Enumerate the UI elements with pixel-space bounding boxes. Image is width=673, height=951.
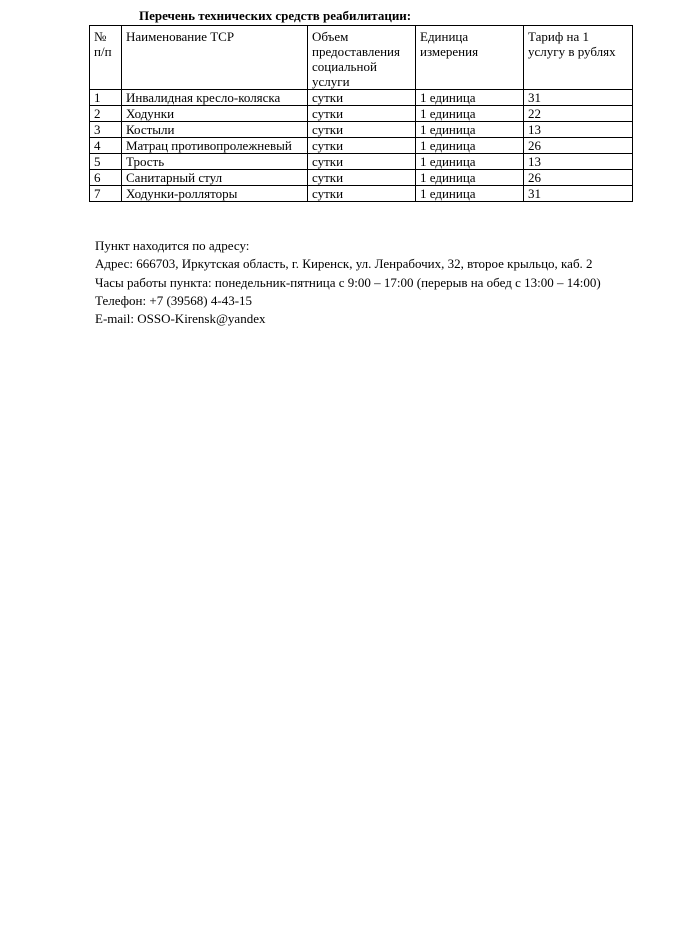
header-name: Наименование ТСР xyxy=(122,26,308,90)
cell-volume: сутки xyxy=(308,170,416,186)
cell-name: Ходунки xyxy=(122,106,308,122)
cell-name: Инвалидная кресло-коляска xyxy=(122,90,308,106)
page-title: Перечень технических средств реабилитации: xyxy=(139,8,412,23)
cell-number: 3 xyxy=(90,122,122,138)
cell-tariff: 13 xyxy=(524,122,633,138)
cell-name: Санитарный стул xyxy=(122,170,308,186)
cell-unit: 1 единица xyxy=(416,154,524,170)
cell-volume: сутки xyxy=(308,138,416,154)
header-unit: Единица измерения xyxy=(416,26,524,90)
phone-number: Телефон: +7 (39568) 4-43-15 xyxy=(95,292,253,308)
cell-tariff: 31 xyxy=(524,90,633,106)
table-header-row xyxy=(90,26,633,90)
cell-number: 1 xyxy=(90,90,122,106)
cell-number: 5 xyxy=(90,154,122,170)
cell-volume: сутки xyxy=(308,106,416,122)
cell-tariff: 13 xyxy=(524,154,633,170)
cell-number: 7 xyxy=(90,186,122,202)
cell-number: 4 xyxy=(90,138,122,154)
cell-number: 6 xyxy=(90,170,122,186)
cell-name: Ходунки-ролляторы xyxy=(122,186,308,202)
table-row xyxy=(90,106,633,122)
address-line: Адрес: 666703, Иркутская область, г. Киренск, ул. Ленрабочих, 32, второе крыльцо, каб. 2 xyxy=(95,256,593,272)
header-number: № п/п xyxy=(90,26,122,90)
table-row xyxy=(90,170,633,186)
cell-volume: сутки xyxy=(308,186,416,202)
cell-unit: 1 единица xyxy=(416,138,524,154)
table-row xyxy=(90,186,633,202)
email-address: E-mail: OSSO-Kirensk@yandex xyxy=(95,311,266,327)
cell-tariff: 22 xyxy=(524,106,633,122)
cell-unit: 1 единица xyxy=(416,106,524,122)
table-row xyxy=(90,90,633,106)
cell-unit: 1 единица xyxy=(416,122,524,138)
cell-unit: 1 единица xyxy=(416,170,524,186)
cell-unit: 1 единица xyxy=(416,186,524,202)
tsr-table xyxy=(89,25,633,202)
cell-volume: сутки xyxy=(308,154,416,170)
cell-name: Костыли xyxy=(122,122,308,138)
table-row xyxy=(90,122,633,138)
cell-volume: сутки xyxy=(308,90,416,106)
cell-volume: сутки xyxy=(308,122,416,138)
contact-info xyxy=(95,237,601,328)
address-intro: Пункт находится по адресу: xyxy=(95,238,250,253)
header-tariff: Тариф на 1 услугу в рублях xyxy=(524,26,633,90)
cell-name: Матрац противопролежневый xyxy=(122,138,308,154)
cell-unit: 1 единица xyxy=(416,90,524,106)
cell-number: 2 xyxy=(90,106,122,122)
header-volume: Объем предоставления социальной услуги xyxy=(308,26,416,90)
cell-name: Трость xyxy=(122,154,308,170)
cell-tariff: 31 xyxy=(524,186,633,202)
cell-tariff: 26 xyxy=(524,138,633,154)
table-row xyxy=(90,138,633,154)
working-hours: Часы работы пункта: понедельник-пятница с 9:00 – 17:00 (перерыв на обед с 13:00 – 14:00) xyxy=(95,274,601,290)
cell-tariff: 26 xyxy=(524,170,633,186)
table-row xyxy=(90,154,633,170)
